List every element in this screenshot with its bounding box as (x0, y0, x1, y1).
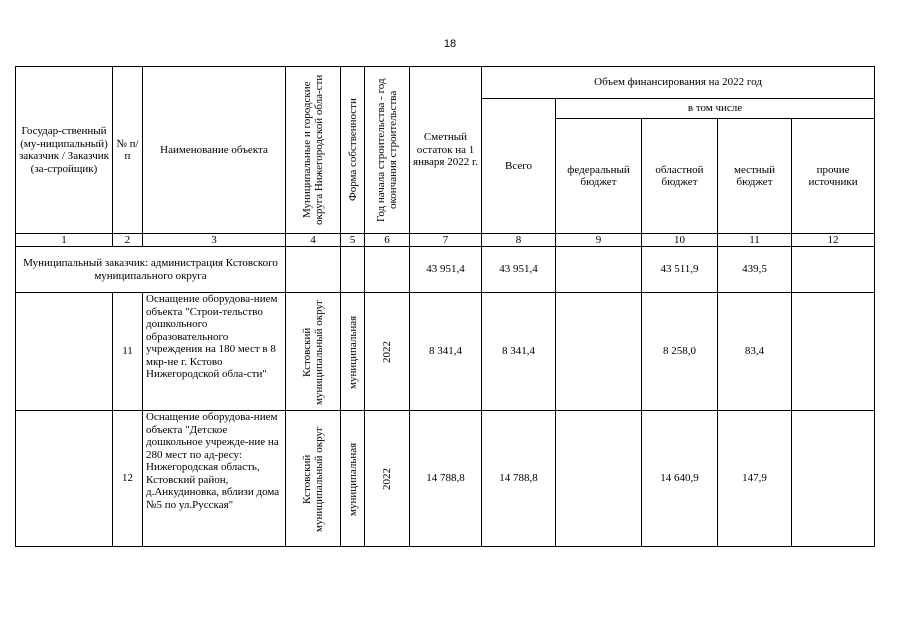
column-number: 2 (113, 234, 143, 247)
group-regional: 43 511,9 (642, 247, 718, 293)
group-customer: Муниципальный заказчик: администрация Кстовского муниципального округа (16, 247, 286, 293)
row-other (792, 293, 875, 411)
header-ownership (341, 67, 365, 234)
financing-table (15, 66, 875, 547)
row-customer (16, 411, 113, 547)
row-federal (556, 293, 642, 411)
header-estimate: Сметный остаток на 1 января 2022 г. (410, 67, 482, 234)
row-years (365, 411, 410, 547)
row-object-name: Оснащение оборудова-нием объекта "Строи-тельство дошкольного образовательного учреждения на 180 мест в 8 мкр-не г. Кстово Нижегородской обла-сти" (143, 293, 286, 411)
row-regional: 8 258,0 (642, 293, 718, 411)
header-years-text: Год начала строительства - год окончания строительства (375, 78, 399, 222)
group-municipality (286, 247, 341, 293)
group-federal (556, 247, 642, 293)
row-municipality-text: Кстовский муниципальный округ (301, 298, 325, 405)
row-estimate: 14 788,8 (410, 411, 482, 547)
header-other: прочие источники (792, 119, 875, 234)
group-ownership (341, 247, 365, 293)
row-num: 12 (113, 411, 143, 547)
row-federal (556, 411, 642, 547)
header-municipality (286, 67, 341, 234)
row-local: 147,9 (718, 411, 792, 547)
group-row (16, 247, 875, 293)
column-number: 10 (642, 234, 718, 247)
header-municipality-text: Муниципальные и городские округа Нижегородской обла-сти (301, 74, 325, 226)
header-num: № п/п (113, 67, 143, 234)
group-estimate: 43 951,4 (410, 247, 482, 293)
header-federal: федеральный бюджет (556, 119, 642, 234)
row-estimate: 8 341,4 (410, 293, 482, 411)
column-number: 7 (410, 234, 482, 247)
row-num: 11 (113, 293, 143, 411)
row-ownership-text: муниципальная (346, 314, 359, 389)
column-number: 6 (365, 234, 410, 247)
row-ownership (341, 411, 365, 547)
row-ownership (341, 293, 365, 411)
page-number: 18 (443, 38, 457, 50)
column-numbers-row (16, 234, 875, 247)
column-number: 12 (792, 234, 875, 247)
group-total: 43 951,4 (482, 247, 556, 293)
row-other (792, 411, 875, 547)
header-customer: Государ-ственный (му-ниципальный) заказчик / Заказчик (за-стройщик) (16, 67, 113, 234)
header-local: местный бюджет (718, 119, 792, 234)
table-row (16, 293, 875, 411)
row-regional: 14 640,9 (642, 411, 718, 547)
table-row (16, 411, 875, 547)
row-municipality (286, 293, 341, 411)
header-years (365, 67, 410, 234)
header-object-name: Наименование объекта (143, 67, 286, 234)
column-number: 4 (286, 234, 341, 247)
group-local: 439,5 (718, 247, 792, 293)
row-years-text: 2022 (381, 340, 393, 363)
group-other (792, 247, 875, 293)
column-number: 11 (718, 234, 792, 247)
row-years-text: 2022 (381, 467, 393, 490)
row-customer (16, 293, 113, 411)
column-number: 9 (556, 234, 642, 247)
row-object-name: Оснащение оборудова-нием объекта "Детское дошкольное учрежде-ние на 280 мест по ад-ресу: Нижегородская область, Кстовский район, д.Анкудиновка, вблизи дома №5 по ул.Русская" (143, 411, 286, 547)
header-total: Всего (482, 99, 556, 234)
column-number: 5 (341, 234, 365, 247)
row-ownership-text: муниципальная (346, 441, 359, 516)
row-local: 83,4 (718, 293, 792, 411)
column-number: 8 (482, 234, 556, 247)
column-number: 3 (143, 234, 286, 247)
header-regional: областной бюджет (642, 119, 718, 234)
row-total: 14 788,8 (482, 411, 556, 547)
row-municipality-text: Кстовский муниципальный округ (301, 425, 325, 532)
header-ownership-text: Форма собственности (346, 98, 359, 202)
header-financing-title: Объем финансирования на 2022 год (482, 67, 875, 99)
row-municipality (286, 411, 341, 547)
row-years (365, 293, 410, 411)
header-including: в том числе (556, 99, 875, 119)
row-total: 8 341,4 (482, 293, 556, 411)
column-number: 1 (16, 234, 113, 247)
group-years (365, 247, 410, 293)
